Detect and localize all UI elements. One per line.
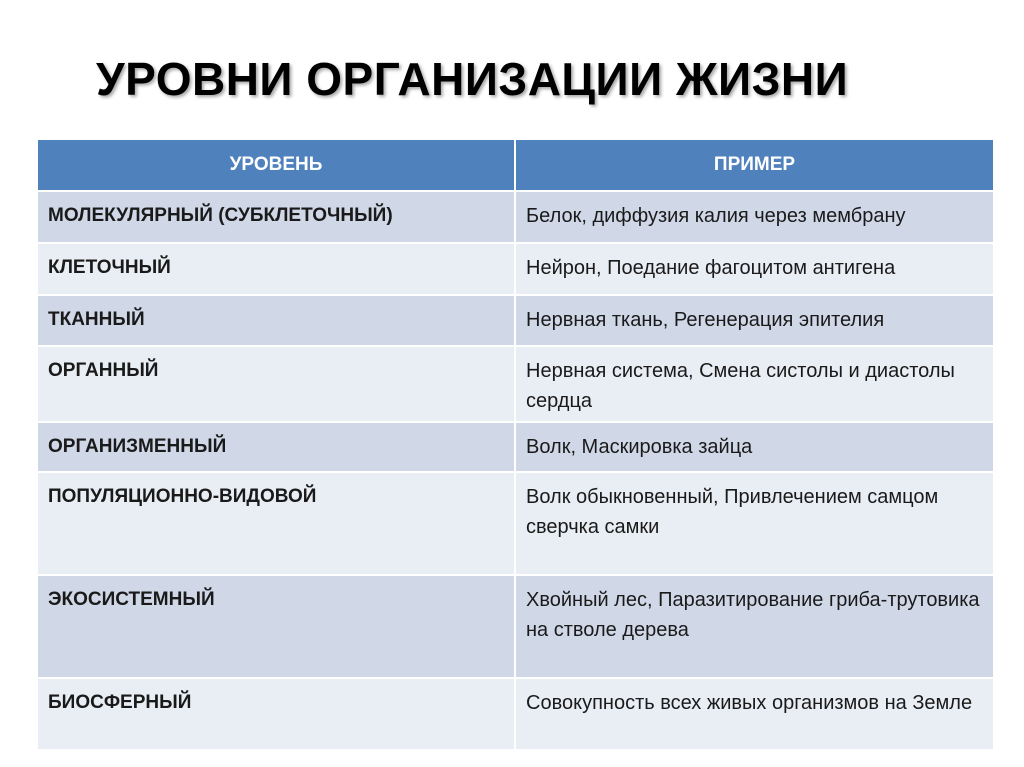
header-level: УРОВЕНЬ — [38, 140, 515, 191]
level-cell: ОРГАНИЗМЕННЫЙ — [38, 422, 515, 472]
table-row — [38, 422, 993, 472]
level-cell: ТКАННЫЙ — [38, 295, 515, 346]
table-row — [38, 346, 993, 422]
example-cell: Нервная система, Смена систолы и диастолы сердца — [515, 346, 993, 422]
level-cell: ОРГАННЫЙ — [38, 346, 515, 422]
example-cell: Хвойный лес, Паразитирование гриба-трутовика на стволе дерева — [515, 575, 993, 678]
example-cell: Волк, Маскировка зайца — [515, 422, 993, 472]
level-cell: БИОСФЕРНЫЙ — [38, 678, 515, 749]
table-row — [38, 243, 993, 295]
table-row — [38, 472, 993, 575]
table-row — [38, 678, 993, 749]
example-cell: Белок, диффузия калия через мембрану — [515, 191, 993, 243]
example-cell: Волк обыкновенный, Привлечением самцом сверчка самки — [515, 472, 993, 575]
level-cell: МОЛЕКУЛЯРНЫЙ (СУБКЛЕТОЧНЫЙ) — [38, 191, 515, 243]
level-cell: ЭКОСИСТЕМНЫЙ — [38, 575, 515, 678]
example-cell: Нервная ткань, Регенерация эпителия — [515, 295, 993, 346]
level-cell: ПОПУЛЯЦИОННО-ВИДОВОЙ — [38, 472, 515, 575]
header-example: ПРИМЕР — [515, 140, 993, 191]
example-cell: Совокупность всех живых организмов на Земле — [515, 678, 993, 749]
slide-title: УРОВНИ ОРГАНИЗАЦИИ ЖИЗНИ — [96, 53, 849, 105]
table-header-row — [38, 140, 993, 191]
levels-table — [38, 140, 993, 749]
table-row — [38, 191, 993, 243]
table-row — [38, 295, 993, 346]
example-cell: Нейрон, Поедание фагоцитом антигена — [515, 243, 993, 295]
level-cell: КЛЕТОЧНЫЙ — [38, 243, 515, 295]
table-row — [38, 575, 993, 678]
